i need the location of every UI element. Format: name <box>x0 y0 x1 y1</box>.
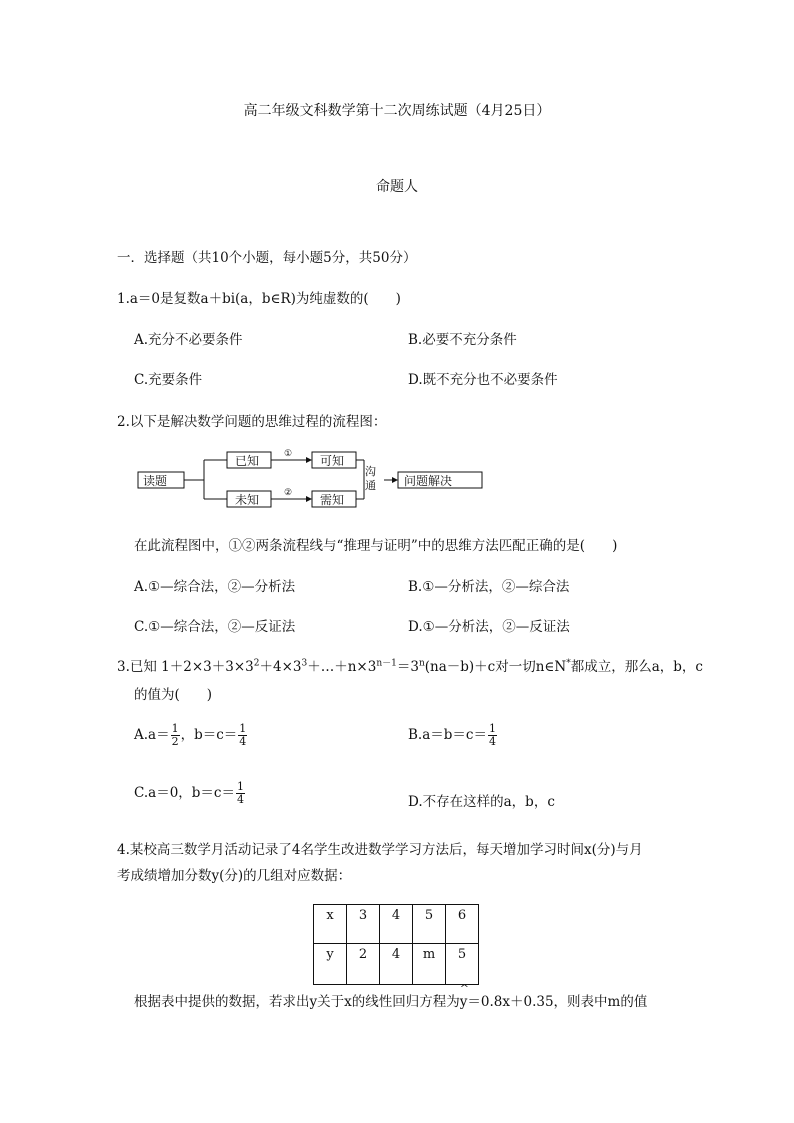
table-cell: 6 <box>446 905 479 944</box>
q4-stem-line1: 4.某校高三数学月活动记录了4名学生改进数学学习方法后，每天增加学习时间x(分)与月 <box>117 842 643 858</box>
q4-stem-line2: 考成绩增加分数y(分)的几组对应数据： <box>117 868 352 884</box>
q2-option-b: B.①—分析法，②—综合法 <box>408 579 570 595</box>
table-row <box>314 905 479 944</box>
table-cell: 4 <box>380 944 413 985</box>
q2-stem: 2.以下是解决数学问题的思维过程的流程图： <box>117 414 387 430</box>
table-cell: 4 <box>380 905 413 944</box>
table-cell: m <box>413 944 446 985</box>
table-row <box>314 944 479 985</box>
flow-label-solve: 问题解决 <box>404 474 453 488</box>
flow-label-read: 读题 <box>143 474 168 488</box>
q3-stem-line2: 的值为( ) <box>134 687 213 703</box>
q1-option-a: A.充分不必要条件 <box>134 332 243 348</box>
flow-label-unknown: 未知 <box>235 493 260 507</box>
q3-option-b: B.a＝b＝c＝ $\frac{1}{4}$ <box>408 722 496 748</box>
table-cell: 2 <box>347 944 380 985</box>
flowchart-diagram <box>134 445 484 515</box>
fraction: $\frac{1}{4}$ <box>236 780 244 806</box>
q2-option-a: A.①—综合法，②—分析法 <box>134 579 296 595</box>
data-table <box>313 904 479 985</box>
flow-arrow-1-label: ① <box>284 449 293 459</box>
q1-option-c: C.充要条件 <box>134 372 203 388</box>
page-title: 高二年级文科数学第十二次周练试题（4月25日） <box>243 103 551 119</box>
table-cell: 5 <box>446 944 479 985</box>
flow-label-known: 已知 <box>235 454 260 468</box>
q1-stem: 1.a＝0是复数a＋bi(a，b∈R)为纯虚数的( ) <box>117 291 401 307</box>
section-heading: 一．选择题（共10个小题，每小题5分，共50分） <box>117 250 417 266</box>
q3-option-d: D.不存在这样的a，b，c <box>408 794 555 810</box>
fraction: $\frac{1}{4}$ <box>239 722 247 748</box>
q3-stem: 3.已知 $1+2\times 3+3\times 3^2+4\times 3^3+\dots+n\times 3^{n-1}=3^n(na-b)+c$对一切n∈N*都成立，那么a，b，c <box>117 658 703 675</box>
q1-option-b: B.必要不充分条件 <box>408 332 517 348</box>
q4-regression-line: 根据表中提供的数据，若求出y关于x的线性回归方程为^ y＝0.8x＋0.35，则表中m的值 <box>134 990 647 1010</box>
fraction: $\frac{1}{4}$ <box>488 722 496 748</box>
q2-option-d: D.①—分析法，②—反证法 <box>408 619 570 635</box>
table-cell: x <box>314 905 347 944</box>
flow-label-deduce: 可知 <box>320 454 345 468</box>
q2-subquestion: 在此流程图中，①②两条流程线与“推理与证明”中的思维方法匹配正确的是( ) <box>134 538 618 554</box>
q3-option-a: A.a＝ $\frac{1}{2}$ ，b＝c＝ $\frac{1}{4}$ <box>134 722 247 748</box>
table-cell: 3 <box>347 905 380 944</box>
table-cell: y <box>314 944 347 985</box>
q3-option-c: C.a＝0，b＝c＝ $\frac{1}{4}$ <box>134 780 244 806</box>
flow-label-comm: 沟通 <box>365 465 376 492</box>
table-cell: 5 <box>413 905 446 944</box>
q2-option-c: C.①—综合法，②—反证法 <box>134 619 296 635</box>
fraction: $\frac{1}{2}$ <box>171 722 179 748</box>
q1-option-d: D.既不充分也不必要条件 <box>408 372 558 388</box>
author-line: 命题人 <box>376 179 418 195</box>
flow-arrow-2-label: ② <box>284 488 293 498</box>
y-hat: ^ y <box>460 994 468 1010</box>
flow-label-need: 需知 <box>320 493 345 507</box>
